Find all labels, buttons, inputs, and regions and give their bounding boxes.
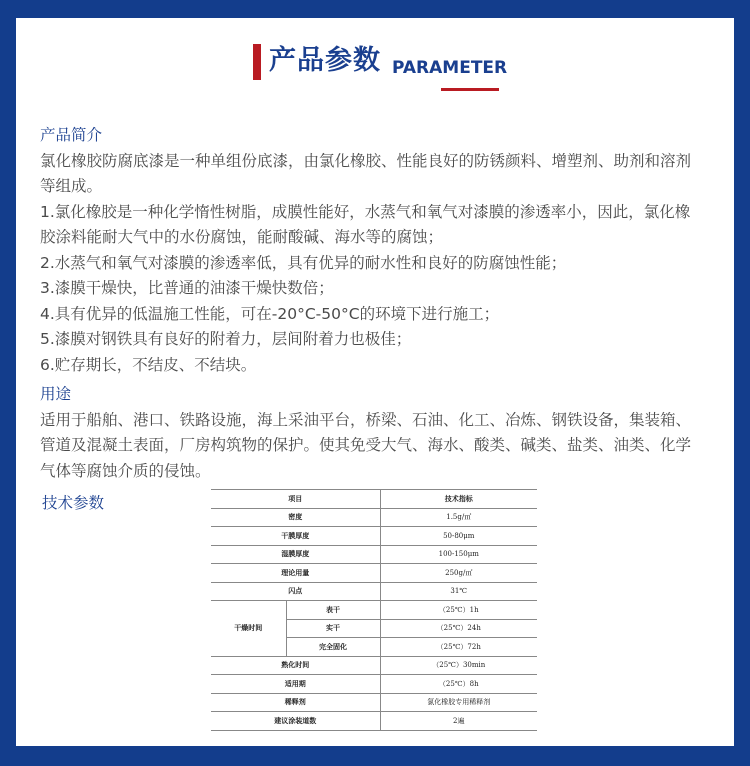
product-description: [40, 123, 705, 488]
drying-label: 干燥时间: [211, 601, 286, 657]
header-title-cn: 产品参数: [269, 45, 381, 76]
intro-line: 4.具有优异的低温施工性能，可在-20°C-50°C的环境下进行施工；: [40, 304, 500, 323]
col-value-header: 技术指标: [380, 490, 537, 509]
row-item: 熟化时间: [211, 656, 380, 675]
row-item: 稀释剂: [211, 693, 380, 712]
row-value: （25℃）72h: [380, 638, 537, 657]
intro-line: 2.水蒸气和氧气对漆膜的渗透率低，具有优异的耐水性和良好的防腐蚀性能；: [40, 253, 567, 272]
row-item: 表干: [286, 601, 380, 620]
row-value: 1.5g/㎡: [380, 508, 537, 527]
row-value: （25℃）30min: [380, 656, 537, 675]
row-value: （25℃）1h: [380, 601, 537, 620]
row-item: 理论用量: [211, 564, 380, 583]
table-row: [211, 693, 537, 712]
table-row: [211, 601, 537, 620]
row-value: 250g/㎡: [380, 564, 537, 583]
table-row: [211, 545, 537, 564]
table-row: [211, 675, 537, 694]
col-item-header: 项目: [211, 490, 380, 509]
header-accent-bar: [253, 44, 261, 80]
row-value: 31℃: [380, 582, 537, 601]
row-value: 氯化橡胶专用稀释剂: [380, 693, 537, 712]
header-underline: [441, 88, 499, 91]
intro-line: 1.氯化橡胶是一种化学惰性树脂，成膜性能好，水蒸气和氧气对漆膜的渗透率小，因此，氯化橡胶涂料能耐大气中的水份腐蚀，能耐酸碱、海水等的腐蚀；: [40, 202, 691, 246]
row-value: 50-80μm: [380, 527, 537, 546]
row-value: （25℃）24h: [380, 619, 537, 638]
table-row: [211, 712, 537, 731]
table-row: [211, 527, 537, 546]
row-item: 完全固化: [286, 638, 380, 657]
row-item: 适用期: [211, 675, 380, 694]
section-header: [253, 42, 513, 92]
intro-line: 氯化橡胶防腐底漆是一种单组份底漆，由氯化橡胶、性能良好的防锈颜料、增塑剂、助剂和溶剂等组成。: [40, 151, 692, 195]
table-header-row: [211, 490, 537, 509]
tech-heading: 技术参数: [42, 494, 105, 512]
row-item: 建议涂装道数: [211, 712, 380, 731]
usage-heading: 用途: [40, 385, 72, 403]
intro-line: 3.漆膜干燥快，比普通的油漆干燥快数倍；: [40, 279, 334, 297]
usage-section: [40, 382, 705, 484]
row-value: （25℃）8h: [380, 675, 537, 694]
intro-line: 5.漆膜对钢铁具有良好的附着力，层间附着力也极佳；: [40, 330, 412, 348]
table-row: [211, 656, 537, 675]
usage-text: 适用于船舶、港口、铁路设施，海上采油平台，桥梁、石油、化工、冶炼、钢铁设备，集装箱、管道及混凝土表面，厂房构筑物的保护。使其免受大气、海水、酸类、碱类、盐类、油类、化学气体等腐蚀介质的侵蚀。: [40, 410, 692, 480]
row-value: 2遍: [380, 712, 537, 731]
header-title-en: PARAMETER: [392, 58, 508, 78]
row-item: 干膜厚度: [211, 527, 380, 546]
row-item: 湿膜厚度: [211, 545, 380, 564]
table-row: [211, 582, 537, 601]
row-item: 密度: [211, 508, 380, 527]
row-value: 100-150μm: [380, 545, 537, 564]
row-item: 闪点: [211, 582, 380, 601]
intro-heading: 产品简介: [40, 126, 103, 144]
intro-section: [40, 123, 705, 378]
spec-table: [211, 489, 537, 731]
row-item: 实干: [286, 619, 380, 638]
intro-line: 6.贮存期长，不结皮、不结块。: [40, 355, 257, 374]
table-row: [211, 508, 537, 527]
table-row: [211, 564, 537, 583]
